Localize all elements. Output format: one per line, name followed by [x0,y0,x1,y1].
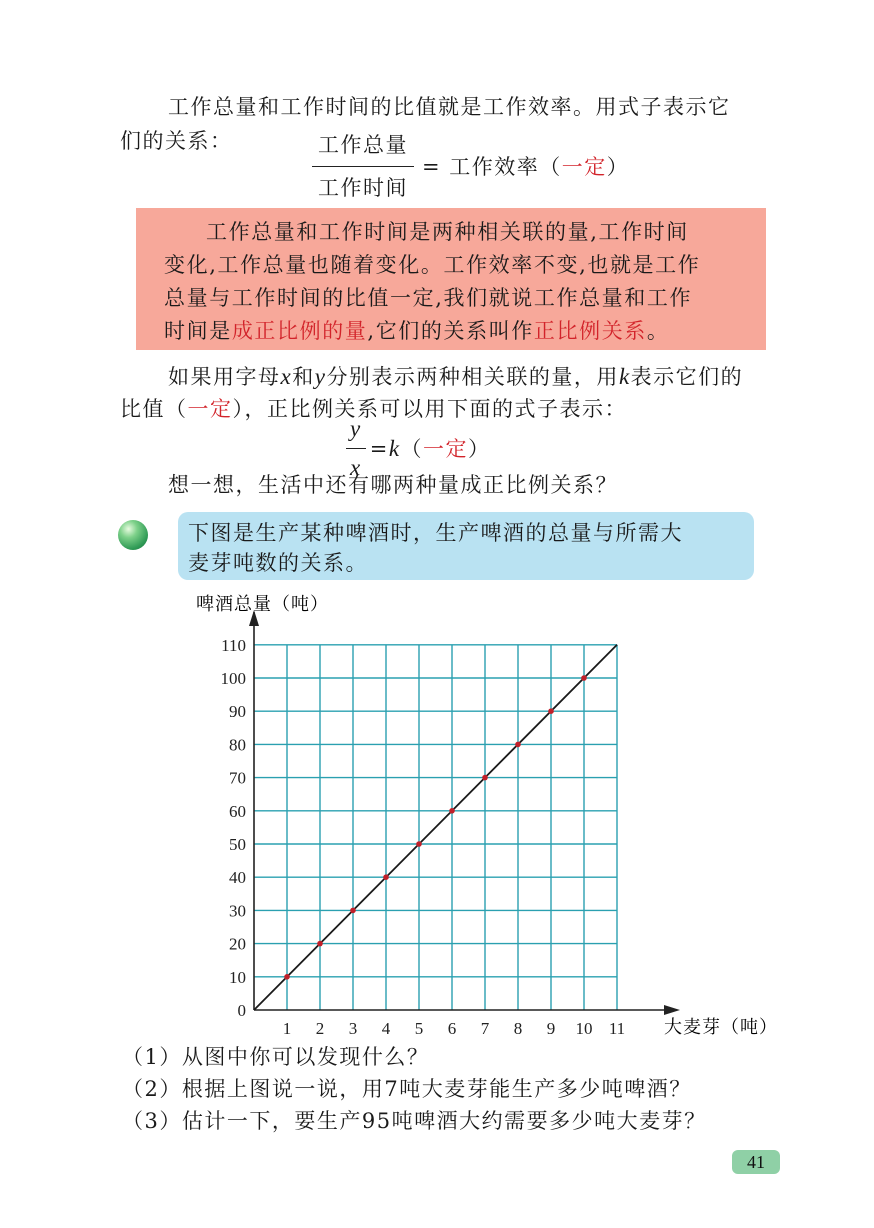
x-tick-label: 5 [414,1019,424,1038]
definition-line-1: 工作总量和工作时间是两种相关联的量,工作时间 [206,220,689,244]
x-tick-label: 4 [381,1019,391,1038]
fraction-denominator: 工作时间 [318,176,408,200]
general-text: 如果用字母 [168,365,281,389]
question-2: （2）根据上图说一说，用7吨大麦芽能生产多少吨啤酒？ [122,1077,692,1101]
example-line-1: 下图是生产某种啤酒时，生产啤酒的总量与所需大 [188,521,683,545]
y-tick-label: 30 [229,901,246,921]
definition-line-2: 变化,工作总量也随着变化。工作效率不变,也就是工作 [164,253,701,277]
x-tick-label: 10 [575,1019,593,1038]
data-point [581,675,587,681]
question-1: （1）从图中你可以发现什么？ [122,1045,430,1069]
y-axis-label: 啤酒总量（吨） [196,594,329,614]
x-axis-arrow [664,1005,680,1015]
data-point [317,941,323,947]
formula-close: ） [606,154,630,179]
data-point [482,775,488,781]
var-y: y [314,364,327,389]
x-tick-label: 6 [447,1019,457,1038]
definition-text: 时间是 [164,319,232,343]
y-tick-label: 10 [229,967,246,987]
general-text: ），正比例关系可以用下面的式子表示： [232,397,627,421]
x-tick-label: 11 [608,1019,626,1038]
definition-text: 。 [646,319,670,343]
definition-text: ,它们的关系叫作 [367,319,534,343]
formula-equals: = [369,436,389,461]
chart-series [254,645,617,1010]
intro-line-1: 工作总量和工作时间的比值就是工作效率。用式子表示它 [168,95,731,119]
x-tick-label: 3 [348,1019,358,1038]
fraction-numerator: 工作总量 [312,128,414,167]
think-prompt: 想一想，生活中还有哪两种量成正比例关系？ [168,473,618,497]
definition-line-3: 总量与工作时间的比值一定,我们就说工作总量和工作 [164,286,693,310]
y-tick-label: 0 [237,1001,246,1020]
page-number: 41 [732,1150,780,1174]
formula-close: ） [468,436,491,461]
x-tick-label: 2 [315,1019,325,1038]
y-tick-label: 90 [229,702,246,722]
x-tick-label: 1 [282,1019,292,1038]
general-text: 分别表示两种相关联的量，用 [326,365,619,389]
formula-open: （ [400,436,424,461]
y-tick-label: 60 [229,801,246,821]
term-direct-proportion: 正比例关系 [533,319,647,343]
var-x: x [280,364,293,389]
formula-constant: 一定 [423,436,469,461]
series-line [254,645,617,1010]
formula-constant: 一定 [561,154,607,179]
question-3: （3）估计一下，要生产95吨啤酒大约需要多少吨大麦芽？ [122,1109,707,1133]
x-tick-label: 8 [513,1019,523,1038]
y-tick-label: 70 [229,768,246,788]
x-tick-label: 9 [546,1019,556,1038]
var-k: k [618,364,631,389]
var-k: k [388,435,401,461]
y-tick-label: 50 [229,835,246,854]
x-tick-label: 7 [480,1019,490,1038]
x-axis-label: 大麦芽（吨） [664,1017,778,1037]
data-point [383,874,389,880]
data-point [515,742,521,748]
data-point [350,908,356,914]
fraction-denominator: x [350,455,362,480]
data-point [449,808,455,814]
term-proportional-quantities: 成正比例的量 [231,319,368,343]
general-text: 表示它们的 [630,365,744,389]
example-line-2: 麦芽吨数的关系。 [188,551,368,575]
constant-label: 一定 [187,397,233,421]
y-tick-label: 100 [220,669,246,688]
y-tick-label: 40 [229,868,246,888]
formula-equals: = 工作效率（ [422,154,562,179]
chart-axes [249,610,680,1015]
fraction-numerator: y [346,412,366,449]
y-tick-label: 80 [229,735,246,755]
intro-line-2: 们的关系： [120,129,233,153]
data-point [416,841,422,847]
y-tick-label: 20 [229,934,246,954]
data-point [548,708,554,714]
general-text: 和 [292,365,315,389]
data-point [284,974,290,980]
general-text: 比值（ [120,397,188,421]
chart-tick-labels [221,636,626,1038]
y-tick-label: 110 [221,635,246,655]
